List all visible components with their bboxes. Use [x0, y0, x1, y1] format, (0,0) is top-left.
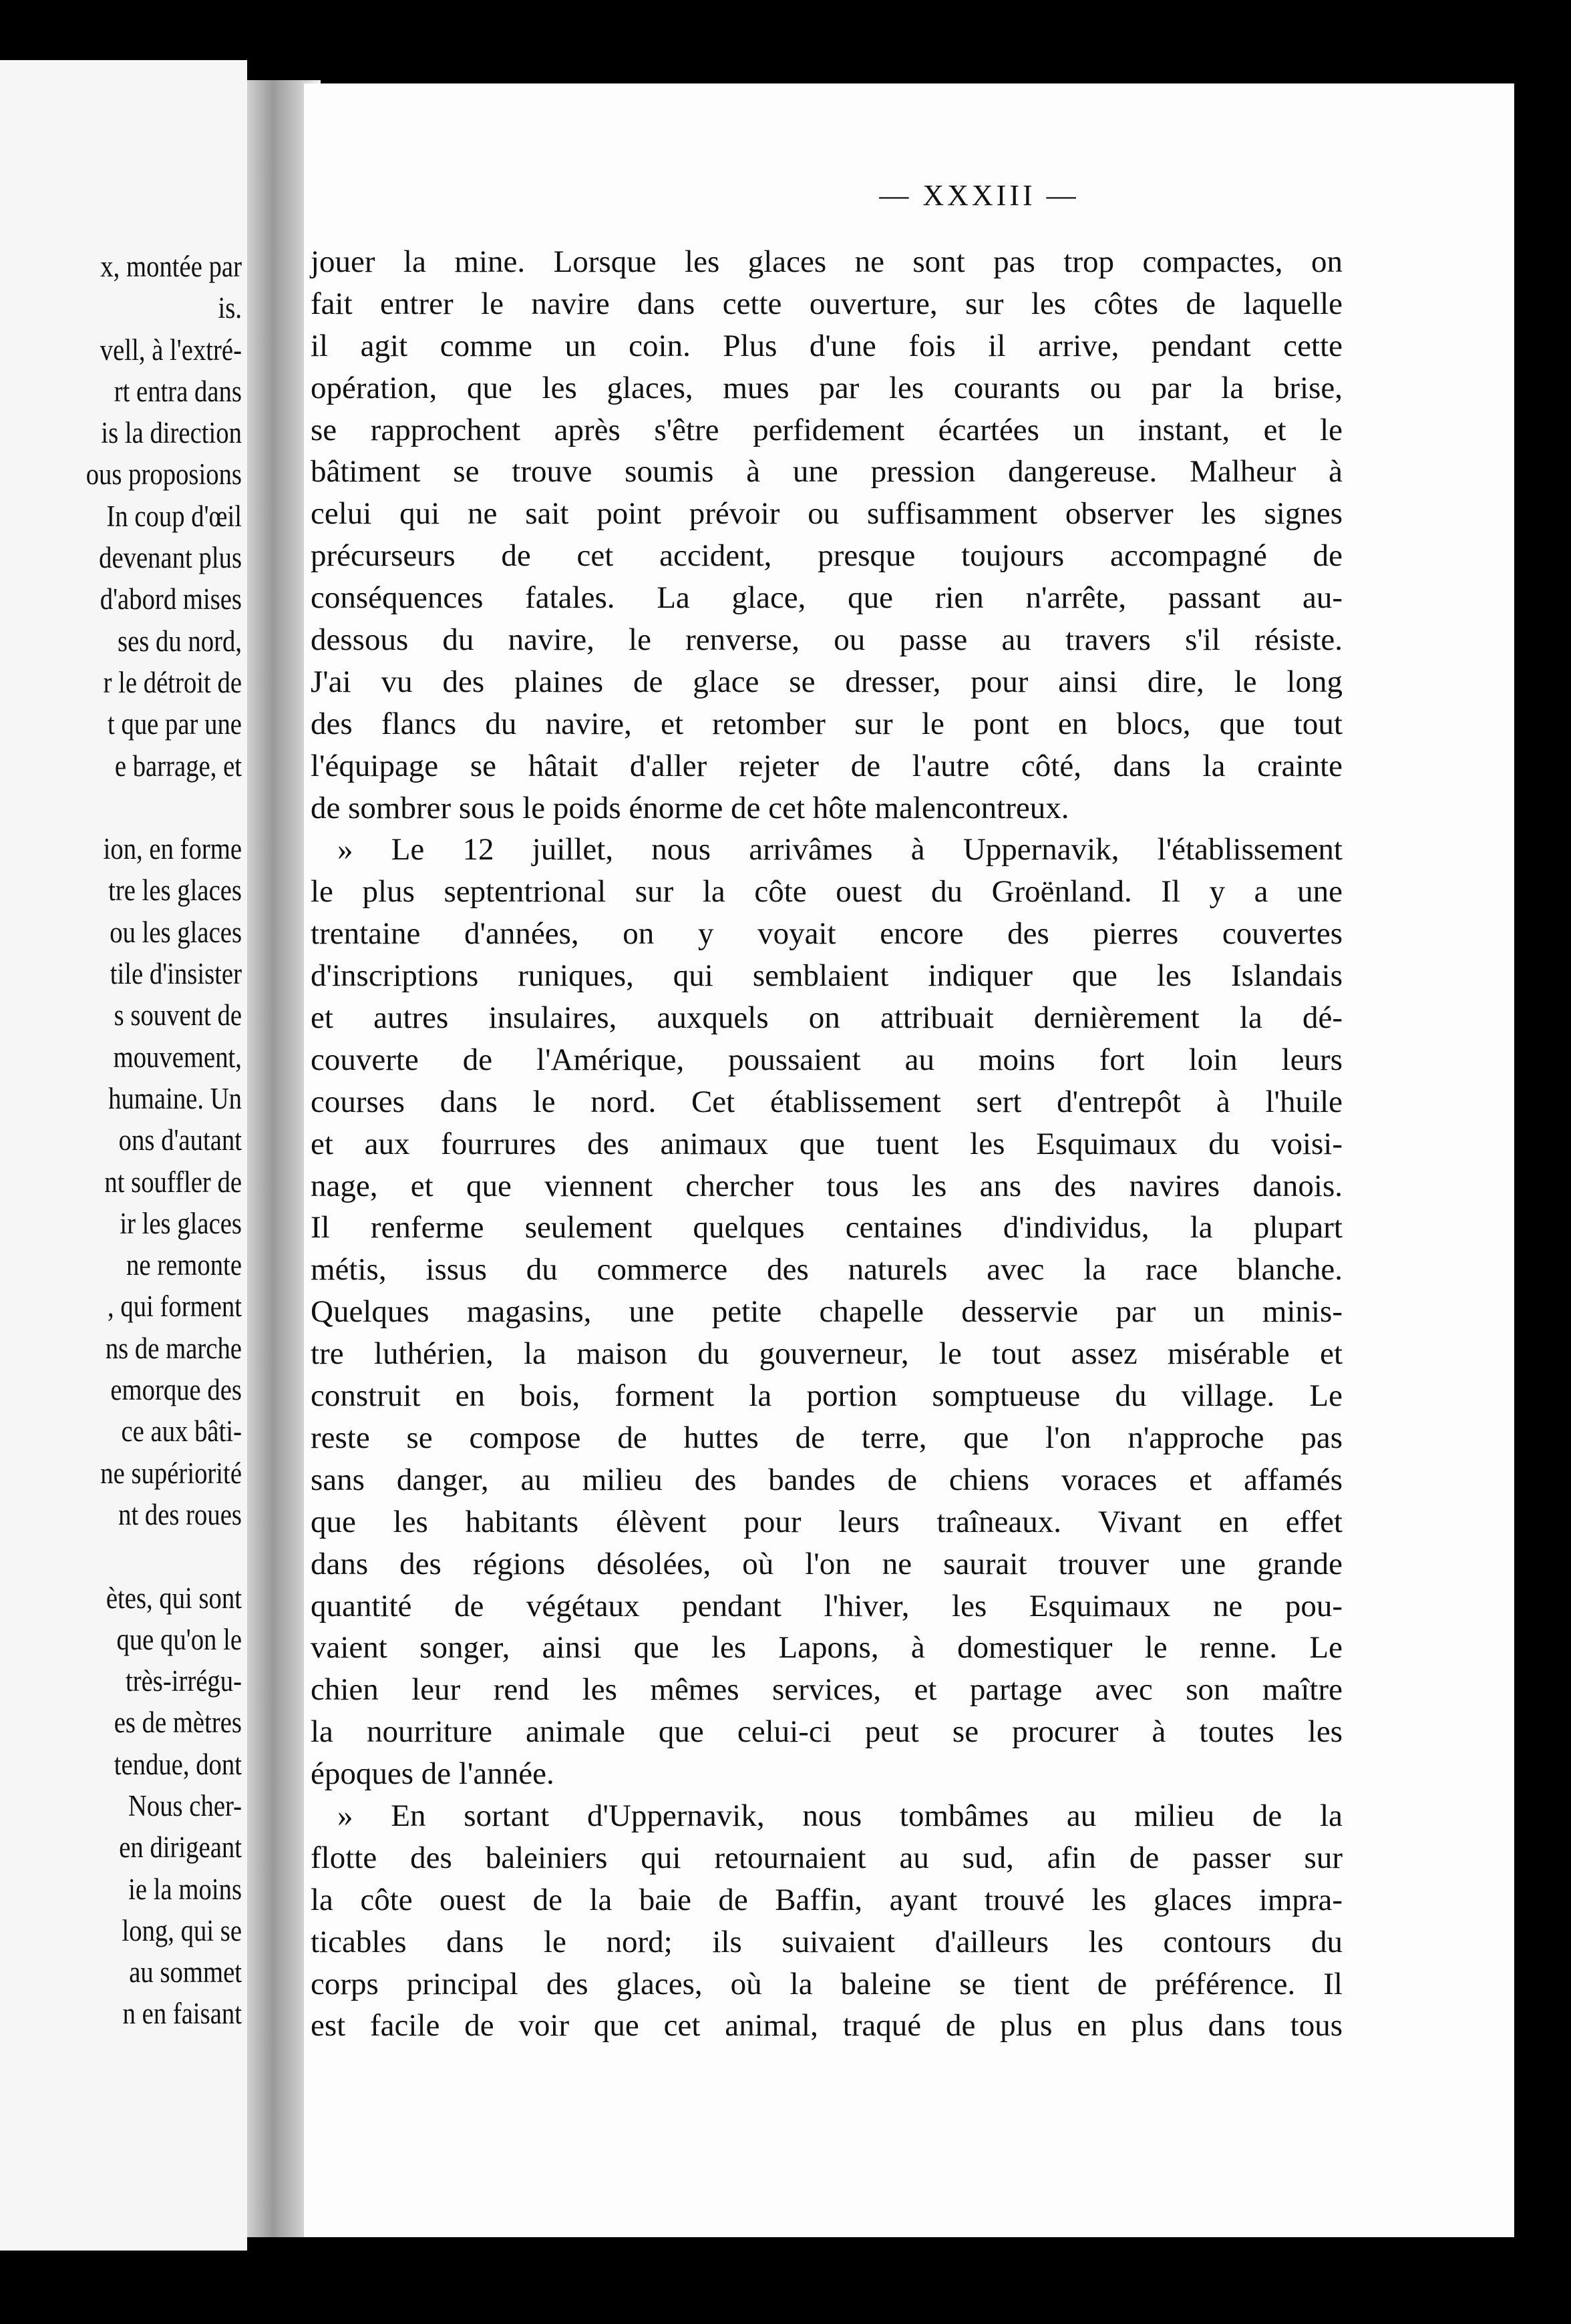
- text-line: bâtiment se trouve soumis à une pression dangereuse. Malheur à: [311, 454, 1343, 490]
- facing-page-line: au sommet: [129, 1955, 242, 1989]
- text-line: métis, issus du commerce des naturels avec la race blanche.: [311, 1252, 1343, 1288]
- facing-page-line: , qui forment: [108, 1290, 242, 1324]
- facing-page-line: ion, en forme: [103, 832, 242, 866]
- text-line: jouer la mine. Lorsque les glaces ne sont pas trop compactes, on: [311, 244, 1343, 279]
- facing-page-line: rt entra dans: [114, 374, 242, 408]
- text-line: ticables dans le nord; ils suivaient d'ailleurs les contours du: [311, 1924, 1343, 1959]
- facing-page-line: tile d'insister: [110, 957, 242, 991]
- text-line: tre luthérien, la maison du gouverneur, le tout assez misérable et: [311, 1336, 1343, 1372]
- text-line: reste se compose de huttes de terre, que l'on n'approche pas: [311, 1420, 1343, 1455]
- facing-page-line: nt des roues: [118, 1497, 242, 1531]
- facing-page-line: humaine. Un: [108, 1081, 242, 1115]
- facing-page-line: [0, 787, 242, 828]
- text-line: nage, et que viennent chercher tous les ans des navires danois.: [311, 1168, 1343, 1203]
- text-line: l'équipage se hâtait d'aller rejeter de l'autre côté, dans la crainte: [311, 748, 1343, 783]
- facing-page-line: ie la moins: [128, 1872, 242, 1906]
- body-text: [311, 241, 1343, 2047]
- facing-page-line: d'abord mises: [100, 582, 242, 616]
- facing-page-line: vell, à l'extré-: [100, 333, 242, 367]
- facing-page-line: ns de marche: [105, 1331, 242, 1365]
- text-line: époques de l'année.: [311, 1756, 554, 1792]
- text-line: conséquences fatales. La glace, que rien n'arrête, passant au-: [311, 580, 1343, 616]
- text-line: J'ai vu des plaines de glace se dresser, pour ainsi dire, le long: [311, 664, 1343, 699]
- text-line: se rapprochent après s'être perfidement écartées un instant, et le: [311, 412, 1343, 447]
- facing-page-line: s souvent de: [114, 998, 242, 1032]
- facing-page-line: x, montée par: [100, 250, 242, 283]
- text-line: il agit comme un coin. Plus d'une fois il arrive, pendant cette: [311, 328, 1343, 363]
- text-line: trentaine d'années, on y voyait encore des pierres couvertes: [311, 916, 1343, 952]
- facing-page-line: devenant plus: [99, 541, 242, 575]
- page-number-header: — XXXIII —: [879, 179, 1079, 212]
- text-line: corps principal des glaces, où la baleine se tient de préférence. Il: [311, 1966, 1343, 2001]
- facing-page-line: emorque des: [110, 1373, 242, 1407]
- facing-page-line: que qu'on le: [116, 1622, 242, 1656]
- text-line: opération, que les glaces, mues par les courants ou par la brise,: [311, 370, 1343, 405]
- facing-page-line: Nous cher-: [128, 1788, 242, 1822]
- text-line: fait entrer le navire dans cette ouverture, sur les côtes de laquelle: [311, 286, 1343, 321]
- text-line: d'inscriptions runiques, qui semblaient indiquer que les Islandais: [311, 958, 1343, 994]
- facing-page-line: ous proposions: [85, 457, 242, 492]
- facing-page-line: mouvement,: [113, 1040, 242, 1074]
- facing-page-line: ses du nord,: [118, 624, 242, 658]
- facing-page-line: is la direction: [101, 416, 242, 450]
- text-line: de sombrer sous le poids énorme de cet hôte malencontreux.: [311, 790, 1069, 825]
- facing-page-line: très-irrégu-: [125, 1664, 242, 1698]
- facing-page-line: e barrage, et: [114, 749, 242, 783]
- text-line: » En sortant d'Uppernavik, nous tombâmes au milieu de la: [337, 1798, 1343, 1833]
- facing-page-line: tre les glaces: [108, 874, 242, 908]
- text-line: la côte ouest de la baie de Baffin, ayant trouvé les glaces impra-: [311, 1882, 1343, 1917]
- text-line: couverte de l'Amérique, poussaient au moins fort loin leurs: [311, 1042, 1343, 1077]
- facing-page-line: long, qui se: [122, 1913, 242, 1947]
- facing-page-line: ou les glaces: [110, 915, 242, 949]
- text-line: vaient songer, ainsi que les Lapons, à domestiquer le renne. Le: [311, 1630, 1343, 1666]
- text-line: que les habitants élèvent pour leurs traîneaux. Vivant en effet: [311, 1504, 1343, 1539]
- text-line: des flancs du navire, et retomber sur le pont en blocs, que tout: [311, 706, 1343, 741]
- text-line: Quelques magasins, une petite chapelle desservie par un minis-: [311, 1294, 1343, 1330]
- facing-page-fragment: [0, 60, 247, 2251]
- text-line: dans des régions désolées, où l'on ne saurait trouver une grande: [311, 1546, 1343, 1581]
- facing-page-line: en dirigeant: [119, 1830, 242, 1865]
- text-line: » Le 12 juillet, nous arrivâmes à Uppernavik, l'établissement: [337, 832, 1343, 867]
- text-line: est facile de voir que cet animal, traqué de plus en plus dans tous: [311, 2008, 1343, 2044]
- facing-page-line: tendue, dont: [114, 1747, 242, 1781]
- text-line: quantité de végétaux pendant l'hiver, les Esquimaux ne pou-: [311, 1588, 1343, 1623]
- facing-page-line: nt souffler de: [104, 1165, 242, 1199]
- facing-page-line: ne remonte: [126, 1248, 242, 1282]
- text-line: flotte des baleiniers qui retournaient au sud, afin de passer sur: [311, 1840, 1343, 1875]
- facing-page-line: is.: [218, 291, 242, 325]
- text-line: celui qui ne sait point prévoir ou suffisamment observer les signes: [311, 496, 1343, 532]
- facing-page-line: n en faisant: [122, 1997, 242, 2031]
- facing-page-line: ce aux bâti-: [121, 1414, 242, 1448]
- facing-page-line: [0, 1535, 242, 1577]
- facing-page-line: r le détroit de: [103, 665, 242, 699]
- text-line: Il renferme seulement quelques centaines d'individus, la plupart: [311, 1210, 1343, 1245]
- facing-page-line: t que par une: [108, 707, 242, 741]
- facing-page-line: In coup d'œil: [106, 499, 242, 533]
- facing-page-line: ne supériorité: [100, 1456, 242, 1490]
- text-line: sans danger, au milieu des bandes de chiens voraces et affamés: [311, 1462, 1343, 1497]
- text-line: dessous du navire, le renverse, ou passe au travers s'il résiste.: [311, 622, 1343, 658]
- text-line: et autres insulaires, auxquels on attribuait dernièrement la dé-: [311, 1000, 1343, 1036]
- text-line: construit en bois, forment la portion somptueuse du village. Le: [311, 1378, 1343, 1414]
- text-line: et aux fourrures des animaux que tuent les Esquimaux du voisi-: [311, 1126, 1343, 1161]
- text-line: la nourriture animale que celui-ci peut se procurer à toutes les: [311, 1714, 1343, 1750]
- facing-page-line: ètes, qui sont: [106, 1581, 242, 1615]
- facing-page-line: ir les glaces: [120, 1206, 242, 1240]
- text-line: courses dans le nord. Cet établissement sert d'entrepôt à l'huile: [311, 1084, 1343, 1119]
- text-line: le plus septentrional sur la côte ouest du Groënland. Il y a une: [311, 874, 1343, 910]
- book-page: [304, 83, 1514, 2237]
- facing-page-line: es de mètres: [114, 1706, 242, 1740]
- text-line: précurseurs de cet accident, presque toujours accompagné de: [311, 538, 1343, 574]
- text-line: chien leur rend les mêmes services, et partage avec son maître: [311, 1672, 1343, 1708]
- facing-page-text: [0, 246, 242, 2035]
- facing-page-line: ons d'autant: [118, 1123, 242, 1157]
